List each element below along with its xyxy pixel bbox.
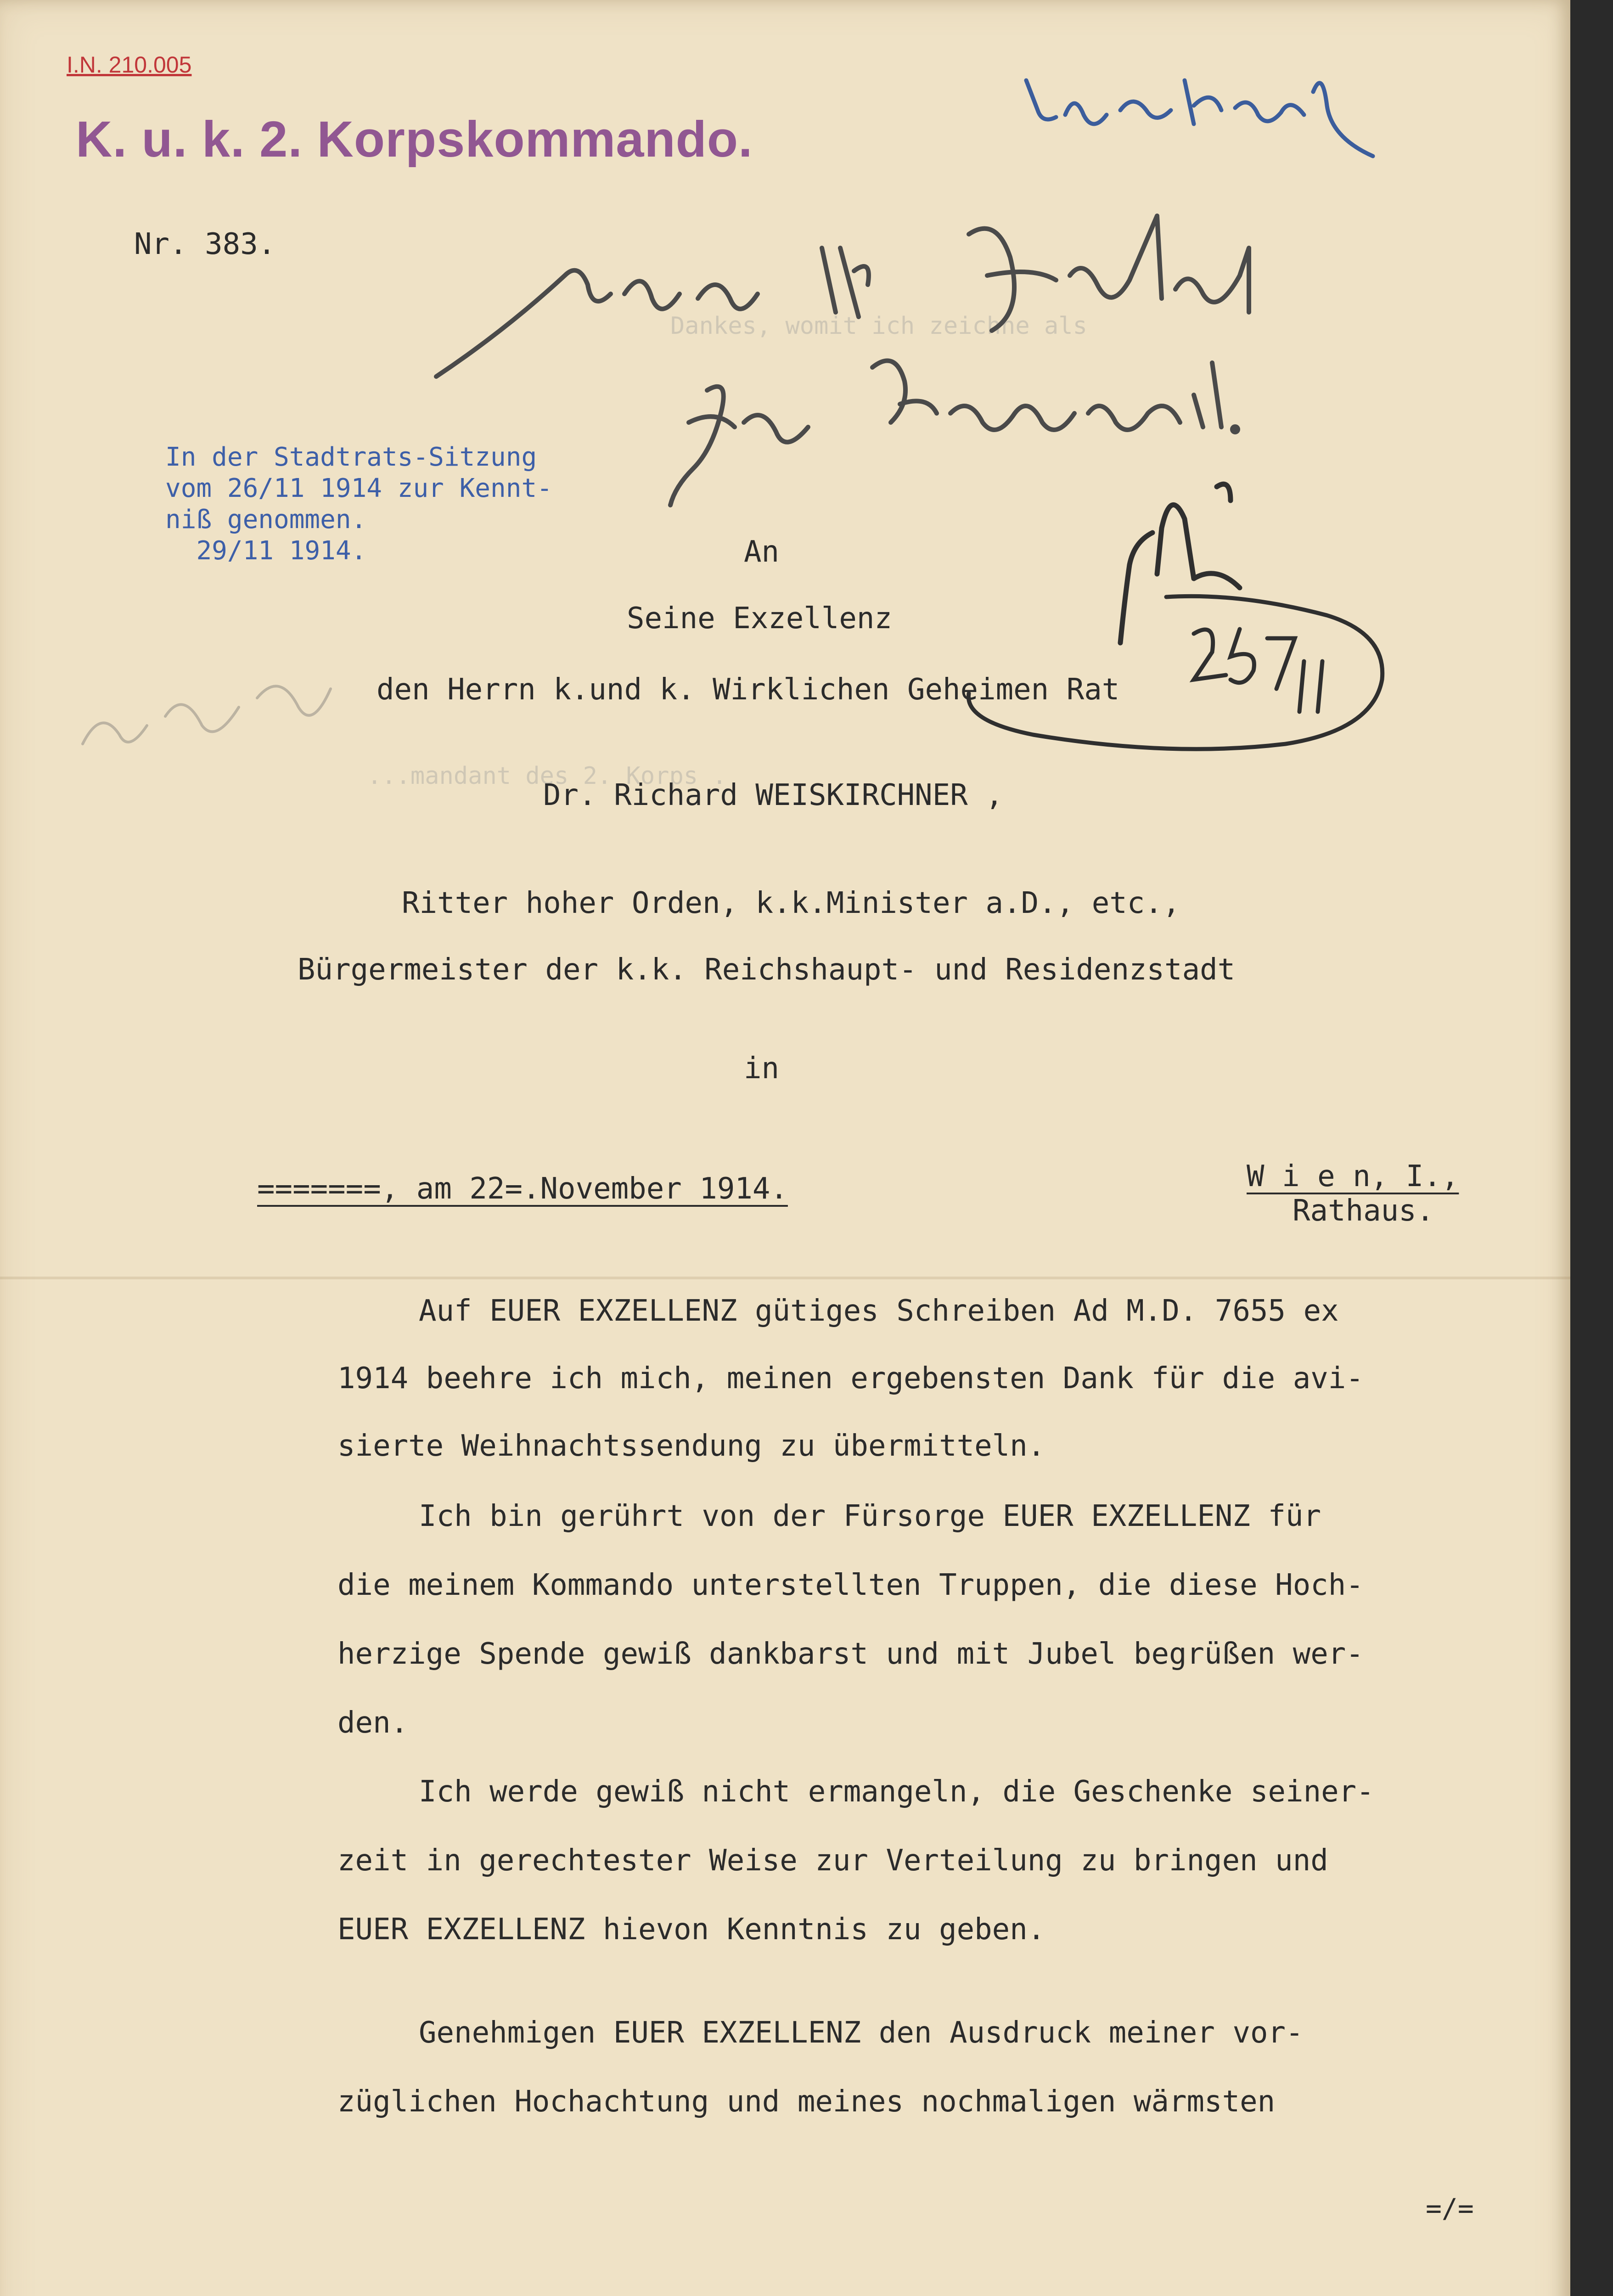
body-line: züglichen Hochachtung und meines nochmaligen wärmsten bbox=[337, 2085, 1276, 2119]
header-stamp: K. u. k. 2. Korpskommando. bbox=[76, 111, 753, 168]
body-line: den. bbox=[337, 1706, 409, 1740]
recipient-line-1: Seine Exzellenz bbox=[627, 602, 892, 636]
registry-stamp-line-4: 29/11 1914. bbox=[196, 536, 367, 566]
registry-stamp-line-1: In der Stadtrats-Sitzung bbox=[165, 442, 537, 472]
body-line: Auf EUER EXZELLENZ gütiges Schreiben Ad M.D. 7655 ex bbox=[419, 1294, 1339, 1328]
recipient-line-2: den Herrn k.und k. Wirklichen Geheimen Rat bbox=[377, 673, 1120, 707]
body-line: Genehmigen EUER EXZELLENZ den Ausdruck meiner vor- bbox=[419, 2016, 1304, 2050]
place-line: W i e n, I., bbox=[1247, 1159, 1459, 1193]
bleed-through-line-1: Dankes, womit ich zeichne als bbox=[670, 312, 1087, 340]
recipient-an: An bbox=[744, 535, 780, 569]
body-line: Ich werde gewiß nicht ermangeln, die Geschenke seiner- bbox=[419, 1775, 1374, 1809]
inventory-stamp: I.N. 210.005 bbox=[67, 52, 192, 78]
body-line: EUER EXZELLENZ hievon Kenntnis zu geben. bbox=[337, 1913, 1045, 1947]
body-line: zeit in gerechtester Weise zur Verteilung zu bringen und bbox=[337, 1844, 1328, 1878]
registry-stamp-line-3: niß genommen. bbox=[165, 505, 367, 535]
date-line: =======, am 22=.November 1914. bbox=[257, 1172, 788, 1206]
registry-stamp-line-2: vom 26/11 1914 zur Kennt- bbox=[165, 473, 552, 503]
recipient-line-5: Bürgermeister der k.k. Reichshaupt- und Residenzstadt bbox=[298, 953, 1236, 987]
reference-number: Nr. 383. bbox=[134, 227, 276, 261]
body-line: 1914 beehre ich mich, meinen ergebensten Dank für die avi- bbox=[337, 1362, 1364, 1396]
place-line-2: Rathaus. bbox=[1293, 1194, 1434, 1228]
body-line: sierte Weihnachtssendung zu übermitteln. bbox=[337, 1429, 1045, 1463]
bleed-through-line-2: ...mandant des 2. Korps . bbox=[367, 762, 727, 790]
recipient-line-6: in bbox=[744, 1052, 780, 1086]
fold-line bbox=[0, 1277, 1570, 1279]
continuation-mark: =/= bbox=[1426, 2193, 1474, 2224]
recipient-line-4: Ritter hoher Orden, k.k.Minister a.D., etc., bbox=[402, 886, 1180, 920]
body-line: Ich bin gerührt von der Fürsorge EUER EXZELLENZ für bbox=[419, 1499, 1321, 1533]
registry-stamp bbox=[165, 442, 552, 567]
body-line: herzige Spende gewiß dankbarst und mit Jubel begrüßen wer- bbox=[337, 1637, 1364, 1671]
body-line: die meinem Kommando unterstellten Truppen, die diese Hoch- bbox=[337, 1568, 1364, 1602]
recipient-name: Dr. Richard WEISKIRCHNER , bbox=[543, 778, 1003, 812]
